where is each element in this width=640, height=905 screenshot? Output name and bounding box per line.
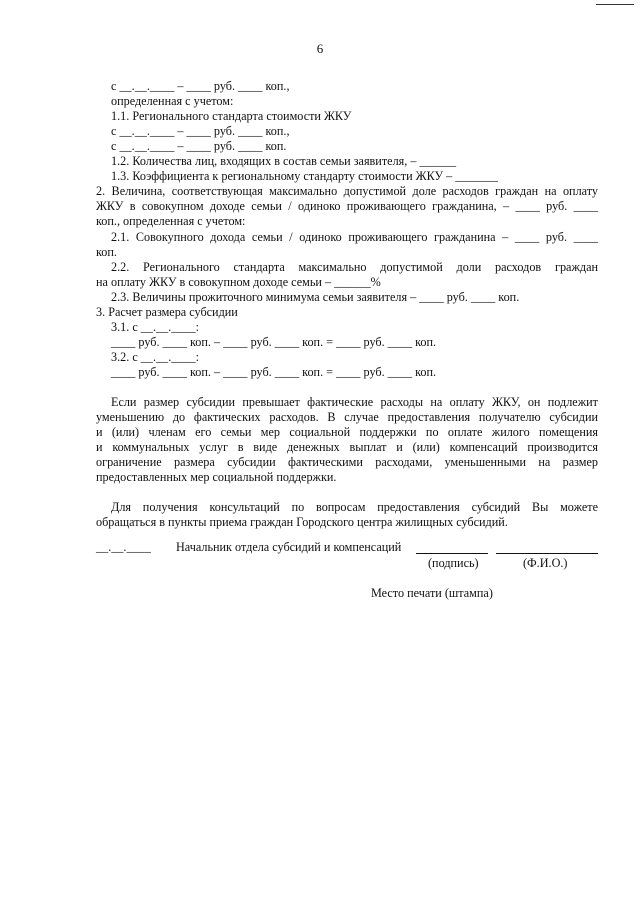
item-3-2: 3.2. с __.__.____: [111, 350, 200, 364]
item-1-1-line2: с __.__.____ – ____ руб. ____ коп. [111, 139, 287, 153]
reduction-line: ограничение размера субсидии фактическими расходами, уменьшенными на размер [96, 455, 598, 469]
page-number: 6 [316, 41, 324, 56]
signature-line [416, 553, 488, 554]
name-line [496, 553, 598, 554]
item-2-1-line1: 2.1. Совокупного дохода семьи / одиноко проживающего гражданина – ____ руб. ____ [111, 230, 598, 244]
item-2-2-line2: на оплату ЖКУ в совокупном доходе семьи – ______% [96, 275, 381, 289]
signature-label: (подпись) [428, 556, 479, 570]
reduction-line: и (или) членам его семьи мер социальной поддержки по оплате жилого помещения [96, 425, 598, 439]
item-2-2-line1: 2.2. Регионального стандарта максимально допустимой доли расходов граждан [111, 260, 598, 274]
item-2-3: 2.3. Величины прожиточного минимума семьи заявителя – ____ руб. ____ коп. [111, 290, 520, 304]
reduction-line: предоставленных мер социальной поддержки. [96, 470, 337, 484]
signature-date: __.__.____ [96, 540, 151, 554]
item-3-1-calc: ____ руб. ____ коп. – ____ руб. ____ коп. = ____ руб. ____ коп. [111, 335, 437, 349]
section-2-line3: коп., определенная с учетом: [96, 214, 246, 228]
item-3-2-calc: ____ руб. ____ коп. – ____ руб. ____ коп. = ____ руб. ____ коп. [111, 365, 437, 379]
section-3-title: 3. Расчет размера субсидии [96, 305, 238, 319]
section-2-line2: ЖКУ в совокупном доходе семьи / одиноко проживающего гражданина, – ____ руб. ____ [96, 199, 598, 213]
item-1-2: 1.2. Количества лиц, входящих в состав семьи заявителя, – ______ [111, 154, 457, 168]
scan-edge-mark [596, 0, 634, 5]
signature-position: Начальник отдела субсидий и компенсаций [176, 540, 402, 554]
reduction-line: и коммунальных услуг в виде денежных выплат и (или) компенсаций производится [96, 440, 598, 454]
item-2-1-line2: коп. [96, 245, 117, 259]
name-label: (Ф.И.О.) [523, 556, 568, 570]
determined-with: определенная с учетом: [111, 94, 234, 108]
reduction-line: уменьшению до фактических расходов. В случае предоставления получателю субсидии [96, 410, 598, 424]
stamp-place: Место печати (штампа) [371, 586, 493, 600]
period-line: с __.__.____ – ____ руб. ____ коп., [111, 79, 290, 93]
item-1-3: 1.3. Коэффициента к региональному стандарту стоимости ЖКУ – _______ [111, 169, 498, 183]
section-2-line1: 2. Величина, соответствующая максимально допустимой доле расходов граждан на оплату [96, 184, 598, 198]
item-1-1-line1: с __.__.____ – ____ руб. ____ коп., [111, 124, 290, 138]
consult-line: обращаться в пункты приема граждан Городского центра жилищных субсидий. [96, 515, 508, 529]
consult-line: Для получения консультаций по вопросам предоставления субсидий Вы можете [111, 500, 598, 514]
item-3-1: 3.1. с __.__.____: [111, 320, 200, 334]
item-1-1: 1.1. Регионального стандарта стоимости ЖКУ [111, 109, 352, 123]
reduction-line: Если размер субсидии превышает фактические расходы на оплату ЖКУ, он подлежит [111, 395, 598, 409]
